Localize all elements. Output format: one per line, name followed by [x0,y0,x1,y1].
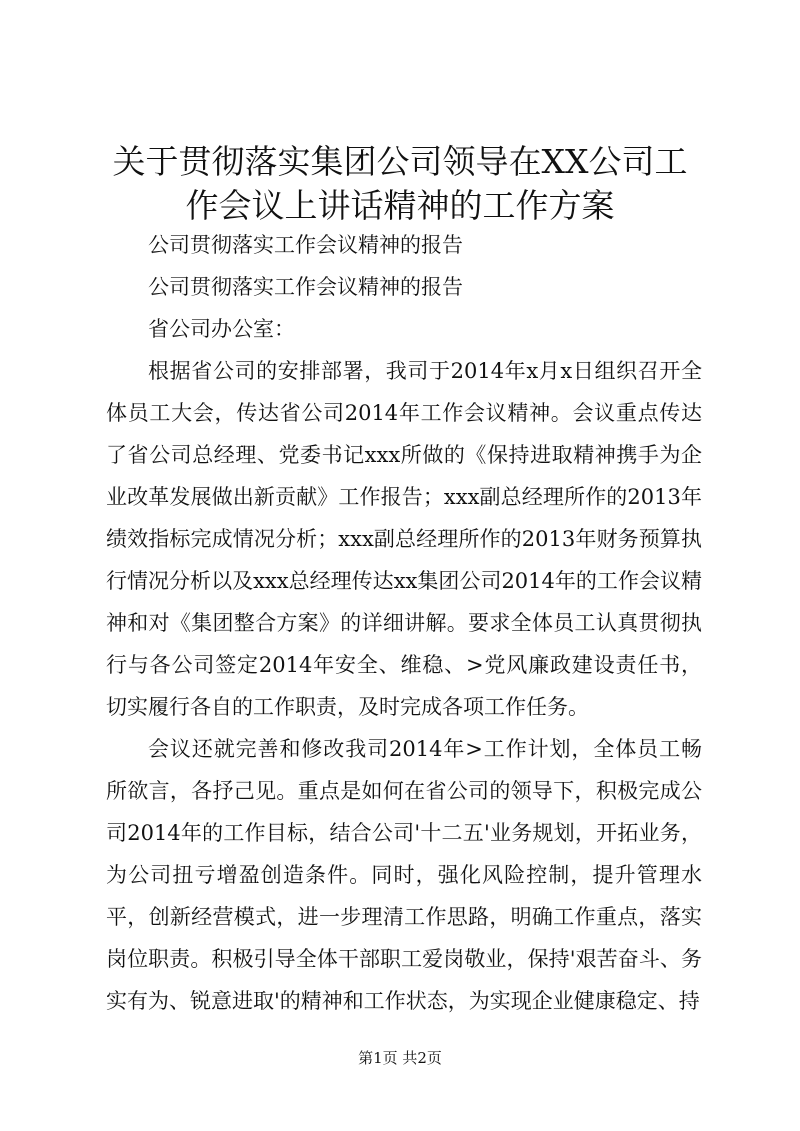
paragraph-report-title-2: 公司贯彻落实工作会议精神的报告 [148,275,463,299]
document-title: 关于贯彻落实集团公司领导在XX公司工作会议上讲话精神的工作方案 [112,142,688,225]
paragraph-addressee: 省公司办公室： [148,317,295,341]
page-footer: 第1页 共2页 [358,1049,442,1067]
document-body [106,224,702,1022]
paragraph-report-title-1: 公司贯彻落实工作会议精神的报告 [148,233,463,257]
paragraph-meeting-summary: 根据省公司的安排部署，我司于2014年x月x日组织召开全体员工大会，传达省公司2014年工作会议精神。会议重点传达了省公司总经理、党委书记xxx所做的《保持进取精神携手为企业改革发展做出新贡献》工作报告；xxx副总经理所作的2013年绩效指标完成情况分析；xxx副总经理所作的2013年财务预算执行情况分析以及xxx总经理传达xx集团公司2014年的工作会议精神和对《集团整合方案》的详细讲解。要求全体员工认真贯彻执行与各公司签定2014年安全、维稳、>党风廉政建设责任书，切实履行各自的工作职责，及时完成各项工作任务。 [106,359,702,719]
paragraph-work-plan: 会议还就完善和修改我司2014年>工作计划，全体员工畅所欲言，各抒己见。重点是如何在省公司的领导下，积极完成公司2014年的工作目标，结合公司'十二五'业务规划，开拓业务，为公司扭亏增盈创造条件。同时，强化风险控制，提升管理水平，创新经营模式，进一步理清工作思路，明确工作重点，落实岗位职责。积极引导全体干部职工爱岗敬业，保持'艰苦奋斗、务实有为、锐意进取'的精神和工作状态，为实现企业健康稳定、持 [106,737,702,1013]
